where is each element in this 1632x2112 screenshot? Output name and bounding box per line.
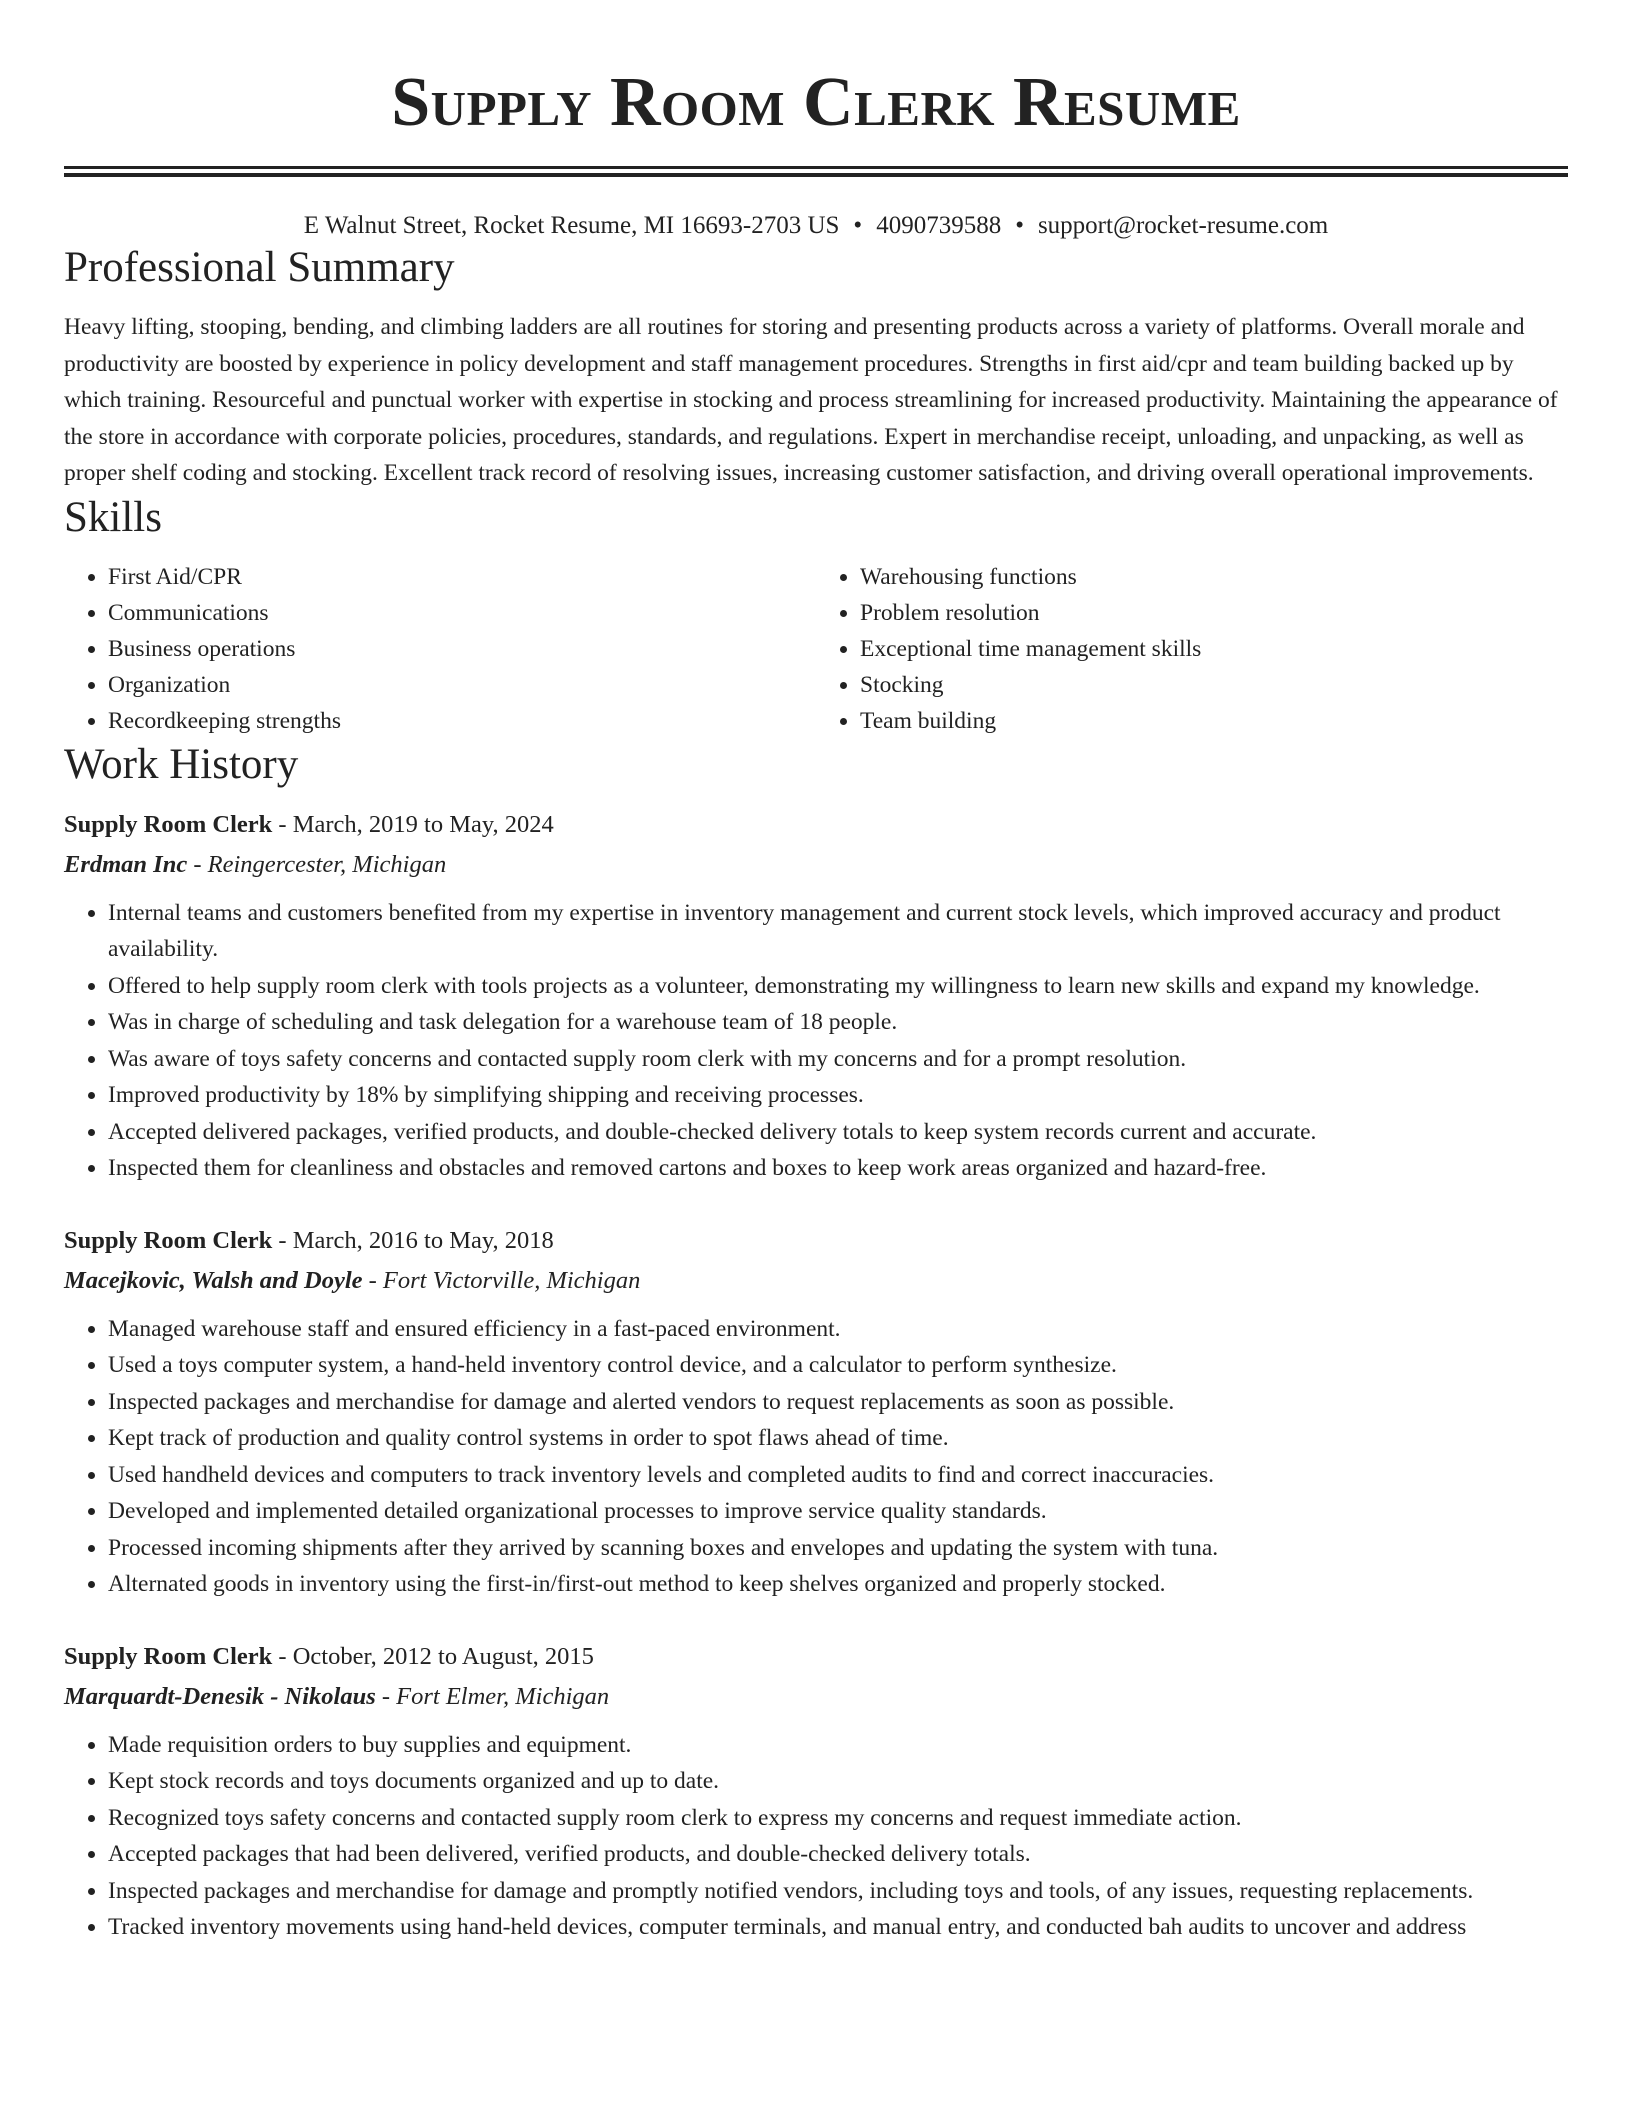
skills-column-left [64,559,816,739]
contact-separator: • [1015,212,1024,239]
job-company: Marquardt-Denesik - Nikolaus [64,1682,376,1710]
job-location: - Reingercester, Michigan [187,850,447,878]
job-role: Supply Room Clerk [64,1226,273,1254]
job-entry [64,805,1568,1187]
job-role: Supply Room Clerk [64,810,273,838]
skill-item: • Business operations [108,631,816,667]
job-company: Erdman Inc [64,850,188,878]
job-company: Macejkovic, Walsh and Doyle [64,1266,363,1294]
title-divider [64,166,1568,177]
job-dates: - March, 2016 to May, 2018 [272,1226,554,1254]
job-location: - Fort Victorville, Michigan [362,1266,641,1294]
job-bullet: • Was aware of toys safety concerns and contacted supply room clerk with my concerns and for a prompt resolution. [108,1041,1568,1078]
skill-item: • Problem resolution [860,595,1568,631]
job-bullet: • Inspected them for cleanliness and obstacles and removed cartons and boxes to keep work areas organized and hazard-free. [108,1150,1568,1187]
job-bullets [64,895,1568,1187]
job-dates: - March, 2019 to May, 2024 [272,810,554,838]
job-title-line [64,805,1568,845]
skills-list [64,559,1568,739]
skill-item: • Recordkeeping strengths [108,703,816,739]
job-bullet: • Inspected packages and merchandise for damage and promptly notified vendors, including toys and tools, of any issues, requesting replacements. [108,1873,1568,1910]
skill-item: • First Aid/CPR [108,559,816,595]
job-bullet: • Processed incoming shipments after they arrived by scanning boxes and envelopes and updating the system with tuna. [108,1530,1568,1567]
skill-item: • Team building [860,703,1568,739]
job-bullet: • Tracked inventory movements using hand-held devices, computer terminals, and manual entry, and conducted bah audits to uncover and address [108,1909,1568,1946]
job-bullet: • Kept stock records and toys documents organized and up to date. [108,1763,1568,1800]
summary-heading: Professional Summary [64,244,455,291]
contact-separator: • [853,212,863,239]
skill-item: • Warehousing functions [860,559,1568,595]
work-history-heading: Work History [64,740,299,788]
job-bullet: • Recognized toys safety concerns and contacted supply room clerk to express my concerns and request immediate action. [108,1800,1568,1837]
skill-item: • Communications [108,595,816,631]
job-bullet: • Was in charge of scheduling and task delegation for a warehouse team of 18 people. [108,1004,1568,1041]
job-bullet: • Used a toys computer system, a hand-held inventory control device, and a calculator to perform synthesize. [108,1347,1568,1384]
job-bullet: • Offered to help supply room clerk with tools projects as a volunteer, demonstrating my willingness to learn new skills and expand my knowledge. [108,968,1568,1005]
skills-heading: Skills [64,493,162,541]
job-title-line [64,1637,1568,1677]
job-bullet: • Accepted packages that had been delivered, verified products, and double-checked delivery totals. [108,1836,1568,1873]
job-bullet: • Kept track of production and quality control systems in order to spot flaws ahead of time. [108,1420,1568,1457]
job-entry [64,1221,1568,1603]
skill-item: • Stocking [860,667,1568,703]
job-bullet: • Managed warehouse staff and ensured efficiency in a fast-paced environment. [108,1311,1568,1348]
job-bullet: • Alternated goods in inventory using the first-in/first-out method to keep shelves organized and properly stocked. [108,1566,1568,1603]
skills-column-right [816,559,1568,739]
contact-address: E Walnut Street, Rocket Resume, MI 16693-2703 US [303,212,840,239]
summary-text: Heavy lifting, stooping, bending, and climbing ladders are all routines for storing and presenting products across a variety of platforms. Overall morale and productivity are boosted by experience in policy development and staff management procedures. Strengths in first aid/cpr and team building backed up by which training. Resourceful and punctual worker with expertise in stocking and process streamlining for increased productivity. Maintaining the appearance of the store in accordance with corporate policies, procedures, standards, and regulations. Expert in merchandise receipt, unloading, and unpacking, as well as proper shelf coding and stocking. Excellent track record of resolving issues, increasing customer satisfaction, and driving overall operational improvements. [64,314,1558,486]
job-role: Supply Room Clerk [64,1642,273,1670]
job-entry [64,1637,1568,1946]
skill-item: • Organization [108,667,816,703]
job-company-line [64,845,1568,885]
job-bullet: • Made requisition orders to buy supplies and equipment. [108,1727,1568,1764]
job-bullet: • Inspected packages and merchandise for damage and alerted vendors to request replacements as soon as possible. [108,1384,1568,1421]
job-bullet: • Developed and implemented detailed organizational processes to improve service quality standards. [108,1493,1568,1530]
job-dates: - October, 2012 to August, 2015 [272,1642,594,1670]
job-bullets [64,1727,1568,1946]
contact-email: support@rocket-resume.com [1037,212,1329,239]
job-bullet: • Internal teams and customers benefited from my expertise in inventory management and current stock levels, which improved accuracy and product availability. [108,895,1568,968]
contact-line [64,210,1568,242]
job-bullet: • Accepted delivered packages, verified products, and double-checked delivery totals to keep system records current and accurate. [108,1114,1568,1151]
job-title-line [64,1221,1568,1261]
resume-title: Supply Room Clerk Resume [391,64,1241,141]
skill-item: • Exceptional time management skills [860,631,1568,667]
job-company-line [64,1261,1568,1301]
job-location: - Fort Elmer, Michigan [375,1682,610,1710]
job-company-line [64,1677,1568,1717]
contact-phone: 4090739588 [876,212,1002,239]
job-bullets [64,1311,1568,1603]
job-bullet: • Used handheld devices and computers to track inventory levels and completed audits to find and correct inaccuracies. [108,1457,1568,1494]
job-bullet: • Improved productivity by 18% by simplifying shipping and receiving processes. [108,1077,1568,1114]
